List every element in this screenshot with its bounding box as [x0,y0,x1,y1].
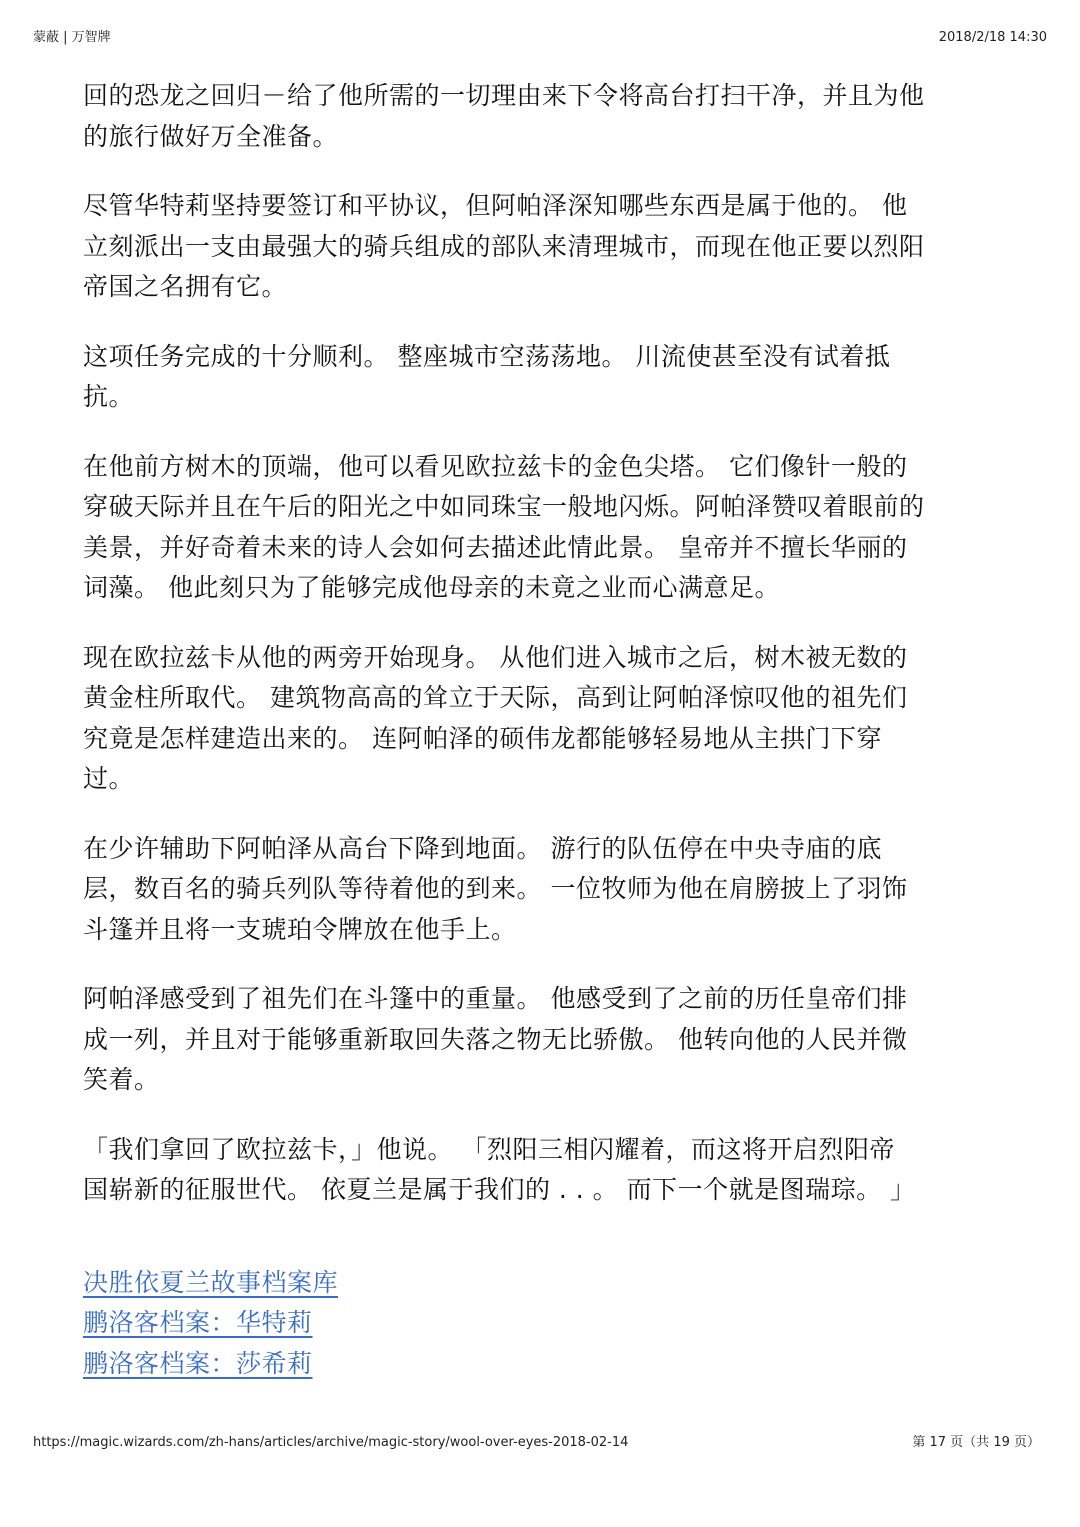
paragraph-8: 「我们拿回了欧拉兹卡，」他说。 「烈阳三相闪耀着，而这将开启烈阳帝 国崭新的征服世代。 依夏兰是属于我们的 . . 。 而下一个就是图瑞琮。 」 [83,1134,916,1204]
page-header-datetime: 2018/2/18 14:30 [938,30,1047,45]
link-story-archive[interactable]: 决胜依夏兰故事档案库 [83,1267,339,1297]
related-links [83,1263,1003,1385]
paragraph-6: 在少许辅助下阿帕泽从高台下降到地面。 游行的队伍停在中央寺庙的底 层，数百名的骑兵列队等待着他的到来。 一位牧师为他在肩膀披上了羽饰 斗篷并且将一支琥珀令牌放在他手上。 [83,833,908,944]
paragraph-1: 回的恐龙之回归－给了他所需的一切理由来下令将高台打扫干净，并且为他 的旅行做好万全准备。 [83,81,925,151]
page-footer-page-number: 第 17 页（共 19 页） [912,1435,1040,1450]
paragraph-3: 这项任务完成的十分顺利。 整座城市空荡荡地。 川流使甚至没有试着抵 抗。 [83,341,891,411]
article-body [83,76,1003,1384]
link-planeswalker-huatli[interactable]: 鹏洛客档案：华特莉 [83,1308,313,1337]
paragraph-4: 在他前方树木的顶端，他可以看见欧拉兹卡的金色尖塔。 它们像针一般的 穿破天际并且在午后的阳光之中如同珠宝一般地闪烁。阿帕泽赞叹着眼前的 美景，并好奇着未来的诗人会如何去描述此情此景。 皇帝并不擅长华丽的 词藻。 他此刻只为了能够完成他母亲的未竟之业而心满意足。 [83,451,925,602]
link-planeswalker-saheeli[interactable]: 鹏洛客档案：莎希莉 [83,1348,313,1378]
page-footer-url: https://magic.wizards.com/zh-hans/articles/archive/magic-story/wool-over-eyes-2018-02-14 [33,1435,629,1450]
page-header-title: 蒙蔽 | 万智牌 [33,30,111,45]
paragraph-2: 尽管华特莉坚持要签订和平协议，但阿帕泽深知哪些东西是属于他的。 他 立刻派出一支由最强大的骑兵组成的部队来清理城市，而现在他正要以烈阳 帝国之名拥有它。 [83,191,925,301]
paragraph-5: 现在欧拉兹卡从他的两旁开始现身。 从他们进入城市之后，树木被无数的 黄金柱所取代。 建筑物高高的耸立于天际，高到让阿帕泽惊叹他的祖先们 究竟是怎样建造出来的。 连阿帕泽的硕伟龙都能够轻易地从主拱门下穿 过。 [83,642,908,793]
paragraph-7: 阿帕泽感受到了祖先们在斗篷中的重量。 他感受到了之前的历任皇帝们排 成一列，并且对于能够重新取回失落之物无比骄傲。 他转向他的人民并微 笑着。 [83,984,908,1094]
